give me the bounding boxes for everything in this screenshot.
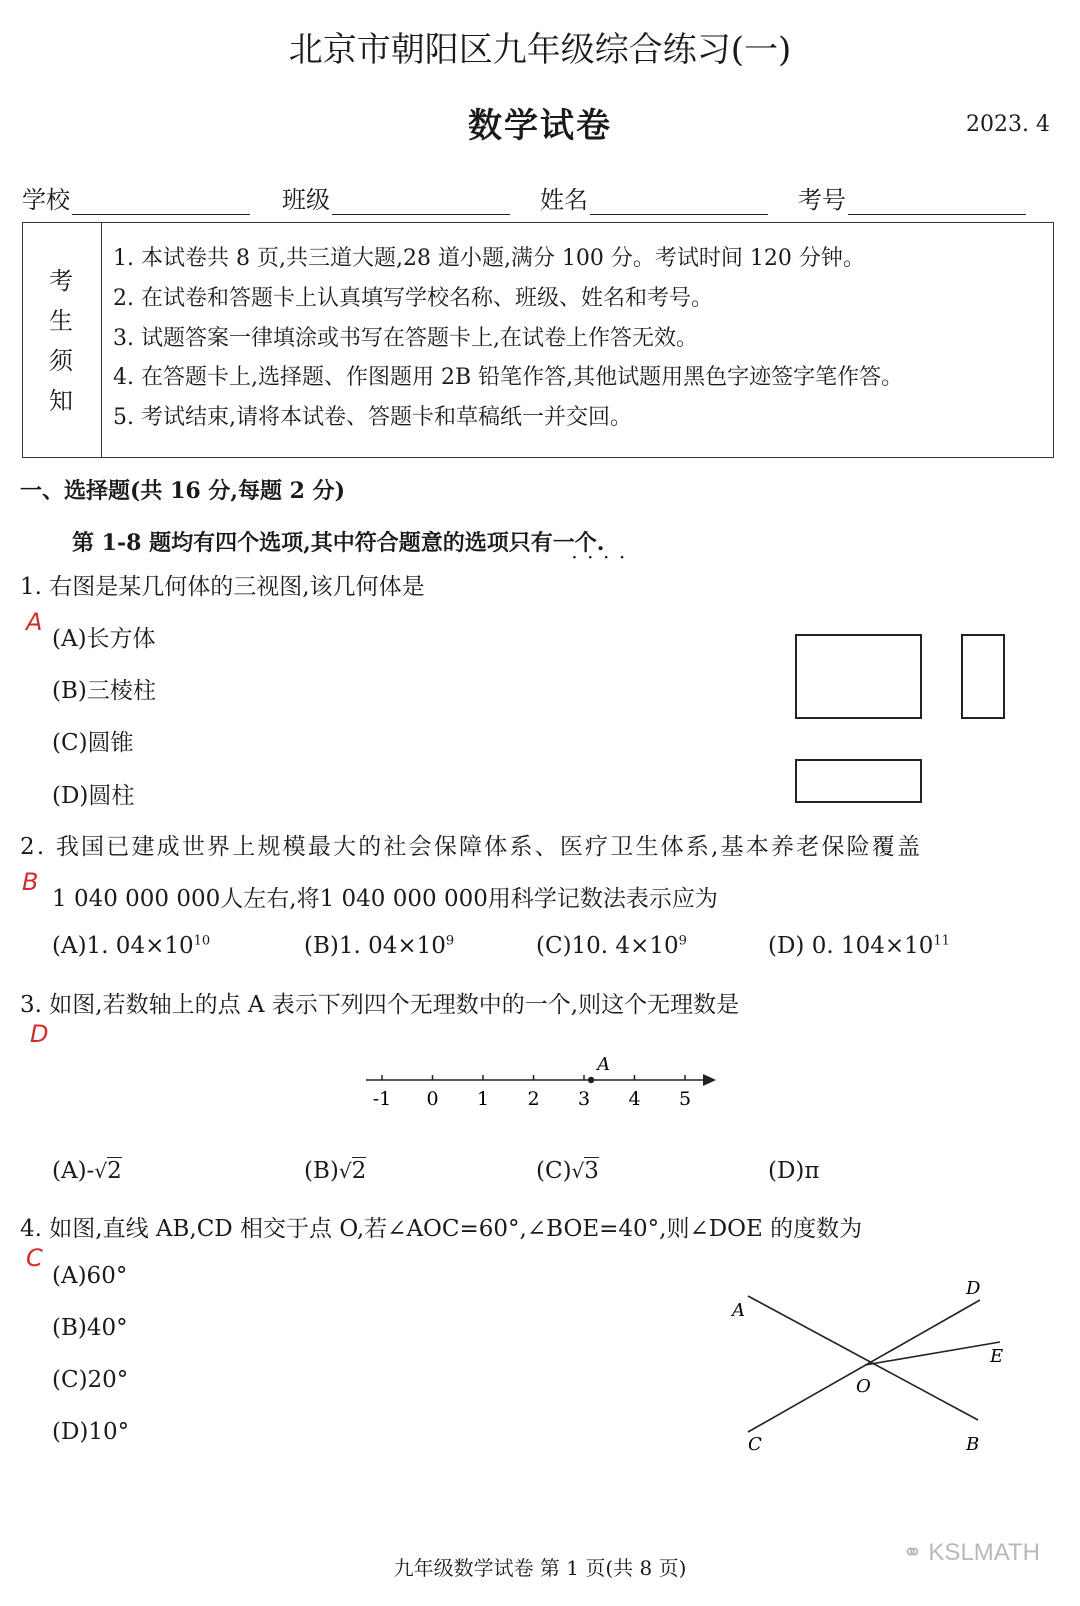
q2-option-d: (D) 0. $104\times 10^{11}$: [768, 933, 950, 959]
line-ab: [748, 1296, 978, 1420]
label-o: O: [856, 1376, 871, 1397]
exam-subtitle: 数学试卷: [468, 106, 612, 146]
intersecting-lines-figure: [720, 1270, 1020, 1470]
watermark: [902, 1538, 1040, 1567]
number-line-tick-label: 0: [426, 1088, 439, 1110]
wechat-icon: ⚭: [902, 1539, 923, 1566]
notice-item: 3. 试题答案一律填涂或书写在答题卡上,在试卷上作答无效。: [113, 326, 698, 351]
q2-option-b: (B)1. $04\times 10^9$: [304, 933, 455, 959]
number-line: [360, 1048, 730, 1118]
number-line-tick-label: 5: [678, 1088, 692, 1110]
q4-option-b: (B)40°: [52, 1315, 128, 1341]
q1-option-d: (D)圆柱: [52, 783, 135, 809]
notice-item: 2. 在试卷和答题卡上认真填写学校名称、班级、姓名和考号。: [113, 286, 713, 311]
name-label: 姓名: [540, 186, 588, 214]
question-1-stem: 1. 右图是某几何体的三视图,该几何体是: [20, 574, 425, 600]
handwritten-answer-q1: A: [26, 608, 43, 636]
q2-option-a: (A)1. $04\times 10^{10}$: [52, 933, 211, 959]
notice-item: 5. 考试结束,请将本试卷、答题卡和草稿纸一并交回。: [113, 405, 632, 430]
exam-number-field[interactable]: [798, 180, 1026, 215]
q4-option-a: (A)60°: [52, 1263, 128, 1289]
label-d: D: [966, 1278, 981, 1299]
school-field[interactable]: [22, 180, 250, 215]
front-view-rect: [796, 635, 921, 718]
label-e: E: [990, 1346, 1004, 1367]
candidate-notice-box: [22, 222, 1054, 458]
question-2-stem-line2: 1 040 000 000人左右,将1 040 000 000用科学记数法表示应为: [52, 886, 718, 912]
q4-option-d: (D)10°: [52, 1419, 130, 1445]
question-2-stem: 2. 我国已建成世界上规模最大的社会保障体系、医疗卫生体系,基本养老保险覆盖: [20, 834, 923, 860]
notice-heading-char: 生: [49, 307, 73, 335]
notice-heading-char: 知: [49, 387, 73, 415]
class-field[interactable]: [282, 180, 510, 215]
question-4-stem: 4. 如图,直线 AB,CD 相交于点 O,若∠AOC=60°,∠BOE=40°,则∠DOE 的度数为: [20, 1216, 863, 1242]
q3-option-d: (D)π: [768, 1158, 820, 1184]
handwritten-answer-q4: C: [26, 1244, 43, 1272]
exam-title: 北京市朝阳区九年级综合练习(一): [288, 30, 792, 70]
three-view-figure: [780, 620, 1030, 820]
q1-option-b: (B)三棱柱: [52, 678, 156, 704]
number-line-arrow: [703, 1074, 716, 1086]
point-a-label: A: [597, 1054, 611, 1075]
number-line-tick-label: 3: [577, 1088, 591, 1110]
label-c: C: [748, 1434, 762, 1455]
name-field[interactable]: [540, 180, 768, 215]
notice-heading-char: 考: [49, 267, 73, 295]
q2-option-c: (C)10. $4\times 10^9$: [536, 933, 687, 959]
q1-option-c: (C)圆锥: [52, 730, 134, 756]
number-line-tick-label: 4: [628, 1088, 641, 1110]
section-instruction: 第 1-8 题均有四个选项,其中符合题意的选项只有一个.: [72, 530, 605, 556]
q3-option-c: (C)√3: [536, 1158, 599, 1184]
top-view-rect: [796, 760, 921, 802]
emphasis-dots: ····: [572, 550, 636, 566]
handwritten-answer-q3: D: [30, 1020, 49, 1048]
q4-option-c: (C)20°: [52, 1367, 129, 1393]
exam-date: 2023. 4: [966, 112, 1050, 137]
notice-heading: [23, 223, 102, 457]
number-line-tick-label: 2: [527, 1088, 540, 1110]
number-line-tick-label: -1: [372, 1088, 392, 1110]
number-line-tick-label: 1: [476, 1088, 490, 1110]
handwritten-answer-q2: B: [22, 868, 39, 896]
exam-number-label: 考号: [798, 186, 846, 214]
q3-option-b: (B)√2: [304, 1158, 367, 1184]
notice-item: 4. 在答题卡上,选择题、作图题用 2B 铅笔作答,其他试题用黑色字迹签字笔作答。: [113, 365, 904, 390]
watermark-text: KSLMATH: [928, 1539, 1040, 1566]
notice-item: 1. 本试卷共 8 页,共三道大题,28 道小题,满分 100 分。考试时间 120 分钟。: [113, 246, 865, 271]
q3-option-a: (A)-√2: [52, 1158, 122, 1184]
class-label: 班级: [282, 186, 330, 214]
question-3-stem: 3. 如图,若数轴上的点 A 表示下列四个无理数中的一个,则这个无理数是: [20, 992, 740, 1018]
label-b: B: [966, 1434, 980, 1455]
section-title: 一、选择题(共 16 分,每题 2 分): [20, 478, 346, 504]
school-label: 学校: [22, 186, 70, 214]
q1-option-a: (A)长方体: [52, 626, 156, 652]
point-a-marker: [588, 1077, 594, 1083]
notice-heading-char: 须: [49, 347, 73, 375]
side-view-rect: [962, 635, 1004, 718]
line-cd: [748, 1300, 980, 1432]
label-a: A: [732, 1300, 745, 1321]
page-footer: 九年级数学试卷 第 1 页(共 8 页): [393, 1556, 687, 1580]
